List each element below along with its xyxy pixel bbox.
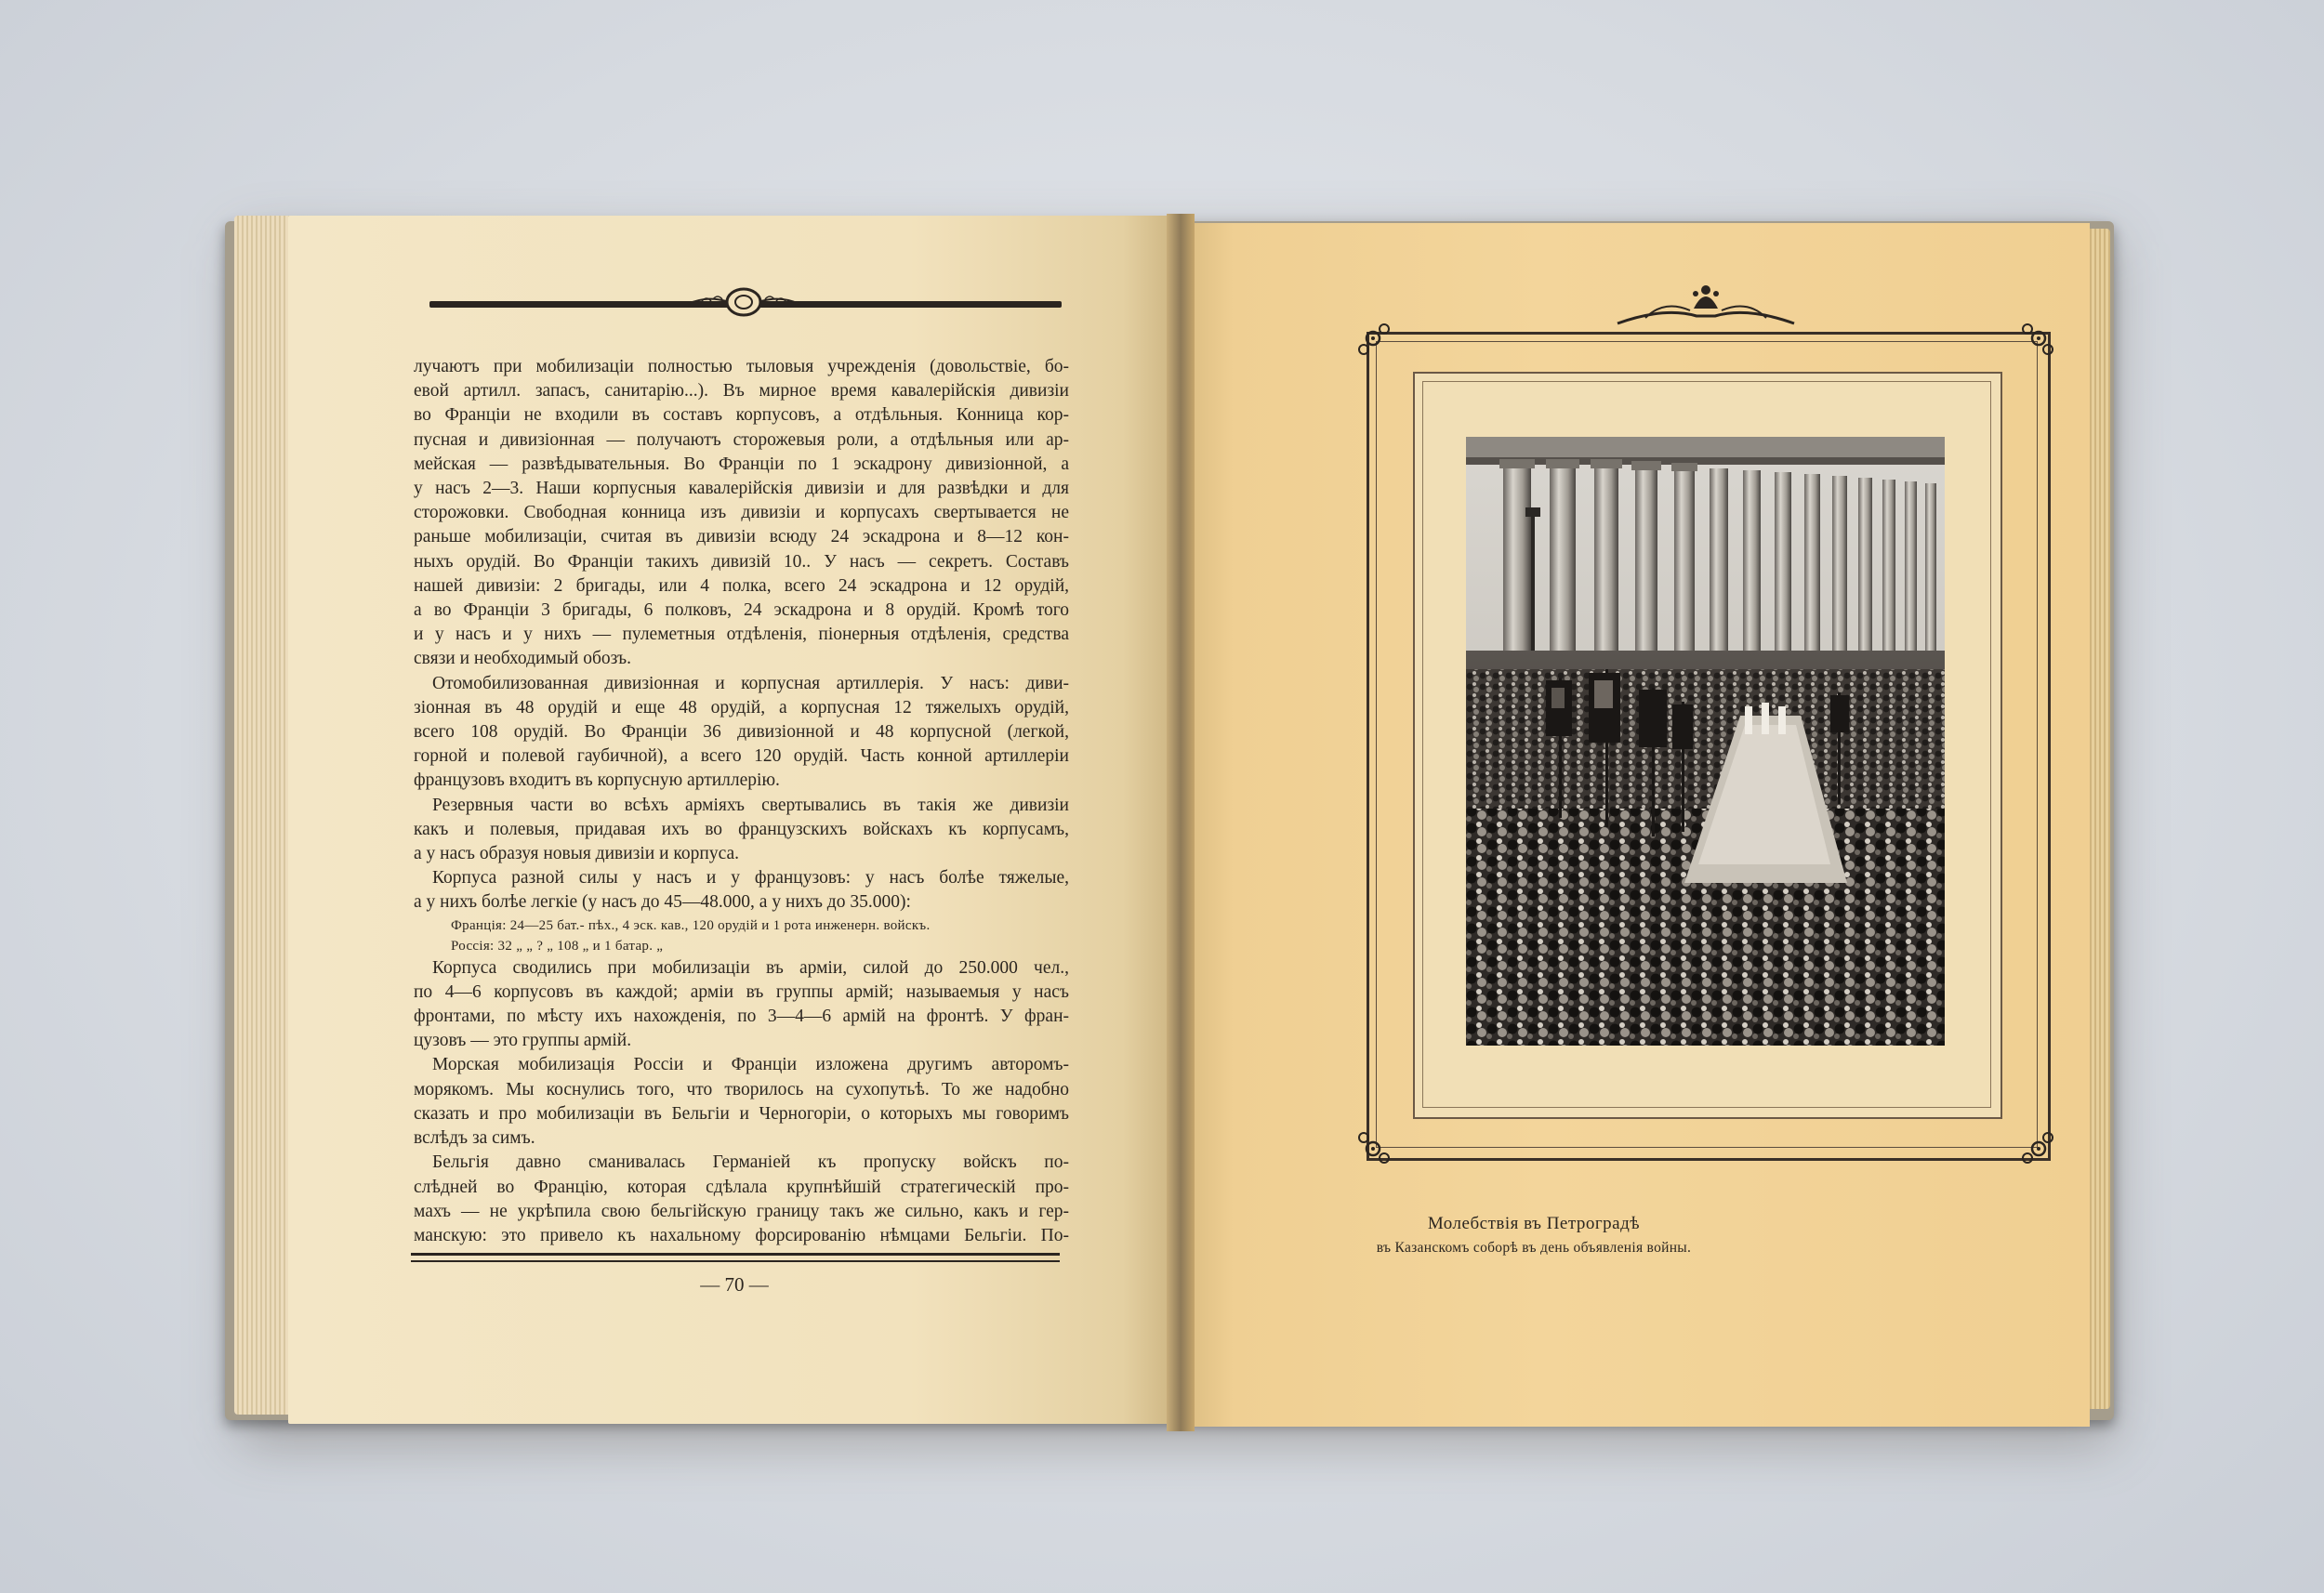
text-line: фронтами, по мѣсту ихъ нахожденiя, по 3—4—6 армiй на фронтѣ. У фран- bbox=[414, 1007, 1069, 1027]
footer-rule-thin bbox=[411, 1260, 1060, 1262]
text-line: манскую: это привело къ нахальному форсированiю нѣмцами Бельгiи. По- bbox=[414, 1225, 1069, 1245]
text-line: во Францiи не входили въ составъ корпусовъ, а отдѣльныя. Конница кор- bbox=[414, 405, 1069, 426]
text-line: Францiя: 24—25 бат.- пѣх., 4 эск. кав., 120 орудiй и 1 рота инженерн. войскъ. bbox=[451, 917, 931, 933]
cathedral-photo bbox=[1466, 437, 1945, 1046]
text-line: связи и необходимый обозъ. bbox=[414, 649, 631, 669]
text-line: а у нихъ болѣе легкiе (у насъ до 45—48.000, а у нихъ до 35.000): bbox=[414, 892, 911, 913]
page-number: — 70 — bbox=[700, 1273, 769, 1296]
text-line: раньше мобилизацiи, считая въ дивизiи всюду 24 эскадрона и 8—12 кон- bbox=[414, 527, 1069, 547]
text-line: какъ и полевыя, придавая ихъ во французскихъ войскахъ къ корпусамъ, bbox=[414, 819, 1069, 839]
text-line: сказать и про мобилизацiи въ Бельгiи и Черногорiи, о которыхъ мы говоримъ bbox=[414, 1103, 1069, 1124]
text-line: морякомъ. Мы коснулись того, что творилось на сухопутьѣ. То же надобно bbox=[414, 1079, 1069, 1099]
text-line: Морская мобилизацiя Россiи и Францiи изложена другимъ авторомъ- bbox=[432, 1055, 1069, 1075]
text-line: слѣдней во Францiю, которая сдѣлала крупнѣйшiй стратегическiй про- bbox=[414, 1177, 1069, 1197]
header-ornament-icon bbox=[683, 279, 804, 325]
text-line: Бельгiя давно сманивалась Германiей къ пропуску войскъ по- bbox=[432, 1152, 1069, 1173]
text-line: махъ — не укрѣпила свою бельгiйскую границу такъ же сильно, какъ и гер- bbox=[414, 1201, 1069, 1221]
text-line: а во Францiи 3 бригады, 6 полковъ, 24 эскадрона и 8 орудiй. Кромѣ того bbox=[414, 600, 1069, 621]
text-line: цузовъ — это группы армiй. bbox=[414, 1031, 632, 1051]
photo-caption-subtitle: въ Казанскомъ соборѣ въ день объявленiя войны. bbox=[1376, 1240, 1692, 1256]
text-line: Отомобилизованная дивизiонная и корпусная артиллерiя. У насъ: диви- bbox=[432, 673, 1069, 693]
footer-rule bbox=[411, 1253, 1060, 1256]
body-text bbox=[414, 355, 1069, 1248]
text-line: евой артилл. запасъ, санитарiю...). Въ мирное время кавалерiйскiя дивизiи bbox=[414, 381, 1069, 402]
cathedral-photo-image bbox=[1466, 437, 1945, 1046]
text-line: Россiя: 32 „ „ ? „ 108 „ и 1 батар. „ bbox=[451, 938, 664, 954]
frame-corner-icon bbox=[2003, 1113, 2059, 1169]
frame-corner-icon bbox=[1353, 318, 1408, 374]
text-line: по 4—6 корпусовъ въ каждой; армiи въ группы армiй; называемыя у насъ bbox=[414, 981, 1069, 1002]
text-line: французовъ входитъ въ корпусную артиллерiю. bbox=[414, 770, 780, 791]
book-spine bbox=[1167, 214, 1195, 1431]
text-line: Корпуса разной силы у насъ и у французовъ: у насъ болѣе тяжелые, bbox=[432, 868, 1069, 889]
text-line: сторожовки. Свободная конница изъ дивизiи и корпусахъ свертывается не bbox=[414, 503, 1069, 523]
text-line: пусная и дивизiонная — получаютъ сторожевыя роли, а отдѣльныя или ар- bbox=[414, 429, 1069, 450]
text-line: и у насъ и у нихъ — пулеметныя отдѣленiя, пiонерныя отдѣленiя, средства bbox=[414, 625, 1069, 645]
text-line: нашей дивизiи: 2 бригады, или 4 полка, всего 24 эскадрона и 12 орудiй, bbox=[414, 575, 1069, 596]
text-line: вслѣдъ за симъ. bbox=[414, 1128, 535, 1149]
text-line: мейская — развѣдывательныя. Во Францiи по 1 эскадрону дивизiонной, а bbox=[414, 454, 1069, 474]
text-line: Корпуса сводились при мобилизацiи въ армiи, силой до 250.000 чел., bbox=[432, 957, 1069, 978]
text-line: зiонная въ 48 орудiй и еще 48 орудiй, а корпусная 12 тяжелыхъ орудiй, bbox=[414, 697, 1069, 718]
text-line: горной и полевой гаубичной), а всего 120 орудiй. Часть конной артиллерiи bbox=[414, 746, 1069, 767]
frame-corner-icon bbox=[1353, 1113, 1408, 1169]
text-line: ныхъ орудiй. Во Францiи такихъ дивизiй 10.. У насъ — секретъ. Составъ bbox=[414, 551, 1069, 572]
text-line: у насъ 2—3. Наши корпусныя кавалерiйскiя дивизiи и для развѣдки и для bbox=[414, 479, 1069, 499]
text-line: лучаютъ при мобилизацiи полностью тыловыя учрежденiя (довольствiе, бо- bbox=[414, 357, 1069, 376]
text-line: всего 108 орудiй. Во Францiи 36 дивизiонной и 48 корпусной (легкой, bbox=[414, 722, 1069, 743]
photo-caption-title: Молебствiя въ Петроградѣ bbox=[1427, 1214, 1641, 1233]
frame-corner-icon bbox=[2003, 318, 2059, 374]
text-line: а у насъ образуя новыя дивизiи и корпуса. bbox=[414, 844, 740, 864]
text-line: Резервныя части во всѣхъ армiяхъ свертывались въ такiя же дивизiи bbox=[432, 795, 1069, 815]
page-edges-left bbox=[234, 216, 292, 1415]
crown-ornament-icon bbox=[1608, 279, 1803, 331]
